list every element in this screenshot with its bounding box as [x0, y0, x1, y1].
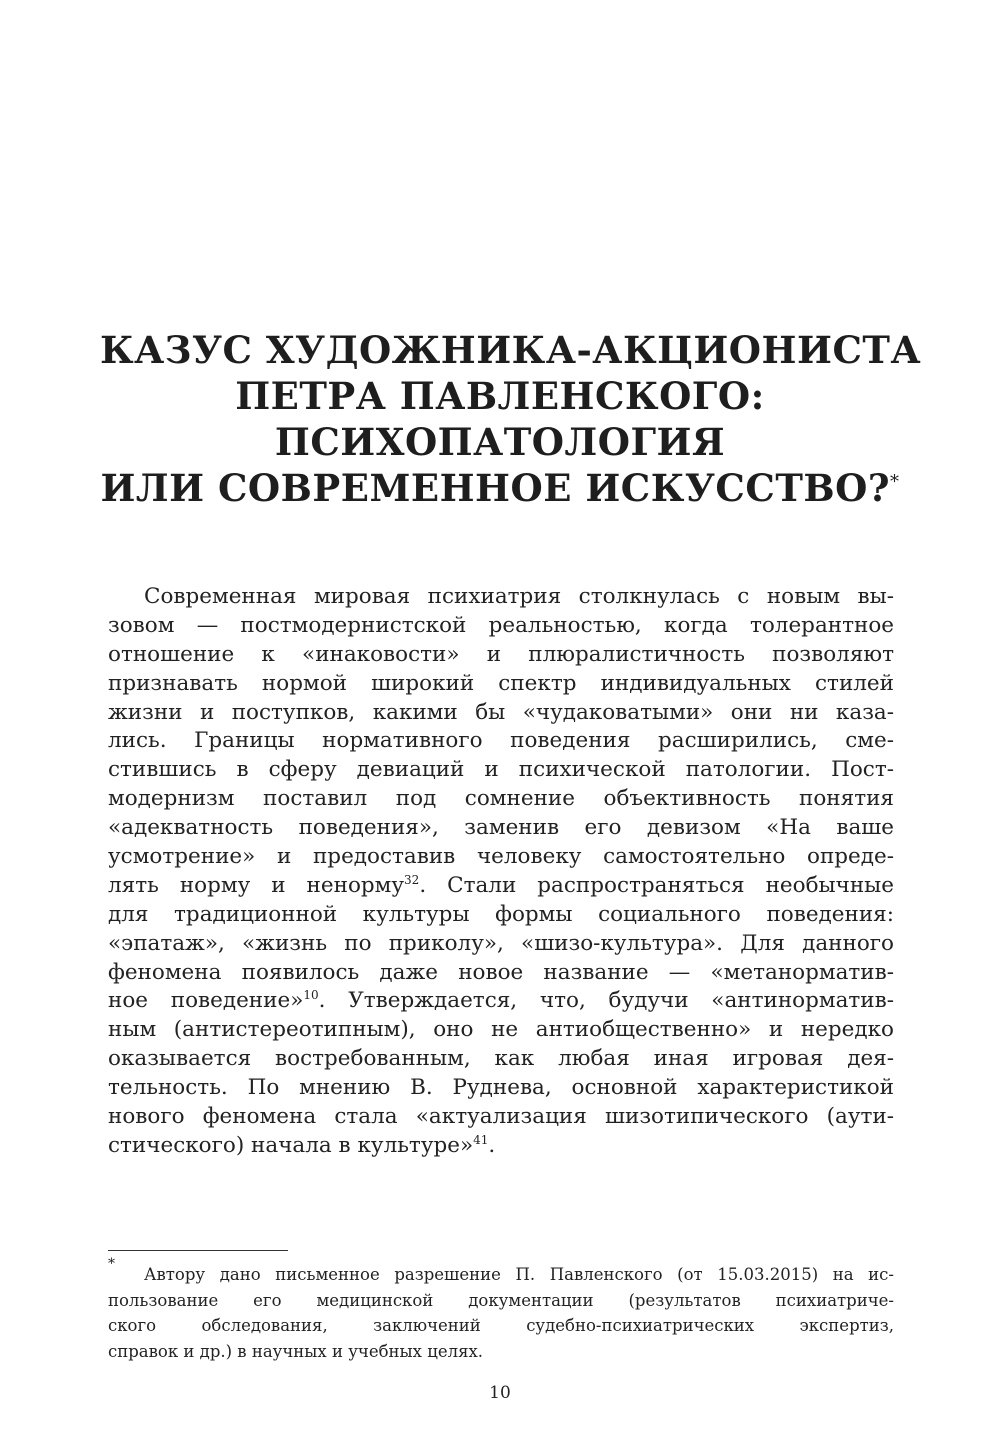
body-line: Современная мировая психиатрия столкнулась с новым вы- — [144, 584, 894, 609]
title-footnote-mark: * — [890, 471, 900, 493]
body-line: стившись в сферу девиаций и психической патологии. Пост- — [108, 757, 894, 783]
body-line: феномена появилось даже новое название — «метанорматив- — [108, 959, 894, 985]
citation-ref: 41 — [473, 1132, 489, 1147]
body-paragraph — [108, 583, 894, 1161]
chapter-title — [100, 327, 922, 511]
footnote-line: пользование его медицинской документации (результатов психиатриче- — [108, 1290, 894, 1310]
body-line-text: . — [488, 1132, 496, 1158]
body-line: оказывается востребованным, как любая иная игровая дея- — [108, 1046, 894, 1072]
body-line: модернизм поставил под сомнение объективность понятия — [108, 786, 894, 812]
body-line: «адекватность поведения», заменив его девизом «На ваше — [108, 815, 894, 841]
title-line-2: ПЕТРА ПАВЛЕНСКОГО: — [235, 374, 765, 418]
body-line — [108, 872, 894, 901]
body-line: зовом — постмодернистской реальностью, когда толерантное — [108, 612, 894, 638]
title-line-3: ПСИХОПАТОЛОГИЯ — [274, 420, 726, 464]
footnote — [108, 1262, 894, 1364]
title-line-1: КАЗУС ХУДОЖНИКА-АКЦИОНИСТА — [100, 328, 922, 372]
title-line-4-text: ИЛИ СОВРЕМЕННОЕ ИСКУССТВО? — [100, 466, 891, 510]
body-line-text: . Утверждается, что, будучи «антинорматив- — [318, 988, 894, 1014]
body-line: лись. Границы нормативного поведения расширились, сме- — [108, 728, 894, 754]
body-line-text: лять норму и ненорму — [108, 872, 405, 898]
body-line — [108, 987, 894, 1016]
footnote-line: Автору дано письменное разрешение П. Павленского (от 15.03.2015) на ис- — [144, 1265, 894, 1284]
footnote-divider — [108, 1250, 288, 1251]
body-line-text: ное поведение» — [108, 988, 304, 1014]
body-line-text: стического) начала в культуре» — [108, 1132, 474, 1158]
footnote-line: справок и др.) в научных и учебных целях. — [108, 1341, 484, 1361]
body-line: признавать нормой широкий спектр индивидуальных стилей — [108, 670, 894, 696]
body-line: для традиционной культуры формы социального поведения: — [108, 901, 894, 927]
citation-ref: 32 — [404, 872, 420, 887]
body-line: жизни и поступков, какими бы «чудаковатыми» они ни каза- — [108, 699, 894, 725]
title-line-4 — [100, 465, 900, 511]
body-line — [108, 1132, 894, 1161]
page-number: 10 — [489, 1383, 511, 1403]
citation-ref: 10 — [303, 988, 319, 1003]
body-line: «эпатаж», «жизнь по приколу», «шизо-культура». Для данного — [108, 930, 894, 956]
footnote-line: ского обследования, заключений судебно-психиатрических экспертиз, — [108, 1316, 894, 1335]
body-line: усмотрение» и предоставив человеку самостоятельно опреде- — [108, 844, 894, 870]
body-line: нового феномена стала «актуализация шизотипического (аути- — [108, 1104, 894, 1130]
footnote-marker: * — [108, 1256, 115, 1272]
body-line-text: . Стали распространяться необычные — [419, 872, 894, 898]
body-line: тельность. По мнению В. Руднева, основной характеристикой — [108, 1075, 894, 1101]
body-line: отношение к «инаковости» и плюралистичность позволяют — [108, 641, 894, 667]
body-line: ным (антистереотипным), оно не антиобщественно» и нередко — [108, 1017, 894, 1043]
